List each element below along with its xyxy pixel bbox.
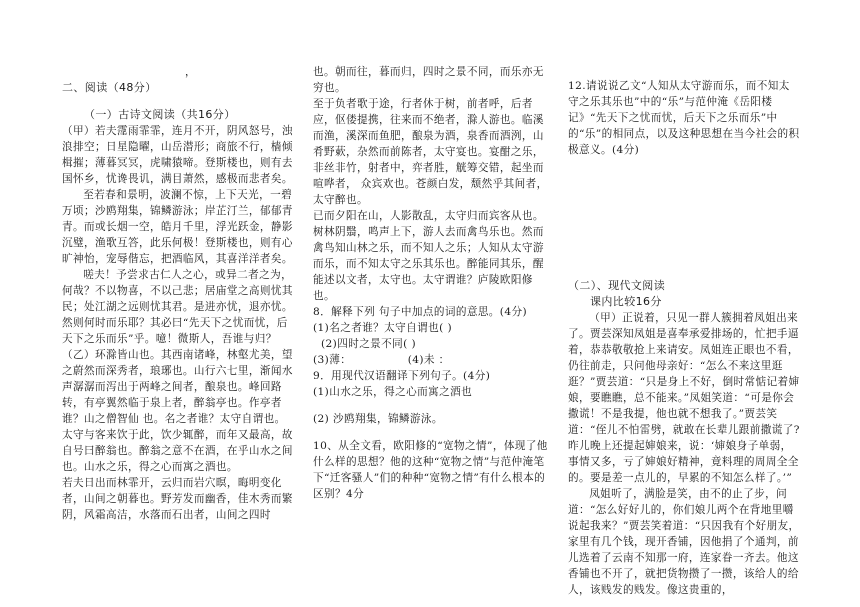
modern-passage-2: 凤姐听了，满脸是笑，由不的止了步，问道：“怎么好好儿的，你们娘儿两个在背地里嚼说起我来？”贾芸笑着道：“只因我有个好朋友，家里有几个钱，现开香铺，因他捐了个通判，前儿选着了云南不知那一府，连家眷一齐去。他这香铺也不开了，就把货物攒了一攒，该给人的给人，该贱发的贱发。像这贵重的， — [568, 488, 800, 596]
passage-yi-1: （乙）环滁皆山也。其西南诸峰，林壑尤美，望之蔚然而深秀者，琅琊也。山行六七里，渐闻水声潺潺而泻出于两峰之间者，酿泉也。峰回路转，有亭翼然临于泉上者，醉翁亭也。作亭者谁？山之僧智仙 也。名之者谁？太守自谓也。太守与客来饮于此，饮少辄醉，而年又最高，故自号曰醉翁也。醉翁之意不在酒，在乎山水之间也。山水之乐，得之心而寓之酒也。 — [62, 349, 293, 473]
passage-yi-2: 若夫日出而林霏开，云归而岩穴暝，晦明变化者，山间之朝暮也。野芳发而幽香，佳木秀而繁阴，风霜高洁，水落而石出者，山间之四时 — [62, 477, 293, 521]
question-9: 9．用现代汉语翻译下列句子。(4分) — [313, 370, 491, 382]
passage-yi-3: 也。朝而往，暮而归，四时之景不同，而乐亦无穷也。 — [313, 66, 544, 94]
section2-sub: 课内比较16分 — [590, 295, 662, 308]
passage-jia-2: 至若春和景明，波澜不惊，上下天光，一碧万顷；沙鸥翔集，锦鳞游泳；岸芷汀兰，郁郁青青。而或长烟一空，皓月千里，浮光跃金，静影沉璧，渔歌互答，此乐何极！登斯楼也，则有心旷神怡，宠辱偕忘，把酒临风，其喜洋洋者矣。 — [62, 189, 293, 265]
passage-jia-1: （甲）若夫霪雨霏霏，连月不开，阴风怒号，浊浪排空；日星隐曜，山岳潜形；商旅不行，樯倾楫摧；薄暮冥冥，虎啸猿啼。登斯楼也，则有去国怀乡，忧谗畏讥，满目萧然，感极而悲者矣。 — [62, 125, 293, 185]
column-left — [62, 64, 294, 523]
passage-jia-3: 嗟夫！予尝求古仁人之心，或异二者之为，何哉？不以物喜，不以己悲；居庙堂之高则忧其民；处江湖之远则忧其君。是进亦忧，退亦忧。然则何时而乐耶？其必曰“先天下之忧而忧，后天下之乐而乐”乎。噫！微斯人，吾谁与归？ — [62, 269, 293, 345]
section-heading: 二、阅读（48分） — [62, 81, 157, 94]
question-8-1: (1)名之者谁？太守自谓也( ) — [313, 322, 452, 334]
question-8-3-4: (3)薄： (4)未 ： — [313, 354, 450, 366]
passage-yi-4: 至于负者歌于途，行者休于树，前者呼，后者应，伛偻提携，往来而不绝者，滁人游也。临溪而渔，溪深而鱼肥，酿泉为酒，泉香而酒洌，山肴野蔌，杂然而前陈者，太守宴也。宴酣之乐，非丝非竹，射者中，弈者胜，觥筹交错，起坐而喧哗者， 众宾欢也。苍颜白发，颓然乎其间者，太守醉也。 — [313, 98, 548, 206]
column-right — [568, 78, 800, 598]
stray-comma: ， — [185, 66, 196, 78]
section2-heading: （二）、现代文阅读 — [568, 279, 666, 292]
question-12: 12.请说说乙文“人知从太守游而乐，而不知太守之乐其乐也”中的“乐”与范仲淹《岳阳楼记》“先天下之忧而忧，后天下之乐而乐”中的“乐”的相同点，以及这种思想在当今社会的积极意义。(4分) — [568, 80, 800, 156]
question-8: 8．解释下列 句子中加点的词的意思。(4分) — [313, 306, 528, 318]
modern-passage-1: （甲）正说着，只见一群人簇拥着凤姐出来了。贾芸深知凤姐是喜奉承爱排场的，忙把手逼着，恭恭敬敬抢上来请安。凤姐连正眼也不看，仍往前走，只问他母亲好：“怎么不来这里逛逛？”贾芸道：“只是身上不好，倒时常惦记着婶娘，要瞧瞧，总不能来。”凤姐笑道：“可是你会撒谎！不是我提，他也就不想我了。”贾芸笑道：“侄儿不怕雷劈，就敢在长辈儿跟前撒谎了?昨儿晚上还提起婶娘来，说：‘婶娘身子单弱，事情又多，亏了婶娘好精神，竟料理的周周全全的。要是差一点儿的，早累的不知怎么样了。’” — [568, 312, 800, 484]
passage-yi-5: 已而夕阳在山，人影散乱，太守归而宾客从也。树林阴翳，鸣声上下，游人去而禽鸟乐也。然而禽鸟知山林之乐，而不知人之乐；人知从太守游而乐，而不知太守之乐其乐也。醉能同其乐，醒能述以文者，太守也。太守谓谁？庐陵欧阳修也。 — [313, 210, 544, 302]
question-9-1: (1)山水之乐，得之心而寓之酒也 — [313, 386, 473, 398]
question-10: 10、从全文看，欧阳修的“宽物之情”，体现了他什么样的思想？他的这种“宽物之情”与范仲淹笔下“迁客骚人”们的种种“宽物之情”有什么根本的区别？4分 — [313, 440, 548, 500]
sub-heading: （一）古诗文阅读（共16分） — [84, 108, 236, 121]
question-8-2: (2)四时之景不同( ) — [321, 338, 417, 350]
question-9-2: (2) 沙鸥翔集，锦鳞游泳。 — [313, 413, 443, 425]
column-middle — [313, 64, 549, 502]
